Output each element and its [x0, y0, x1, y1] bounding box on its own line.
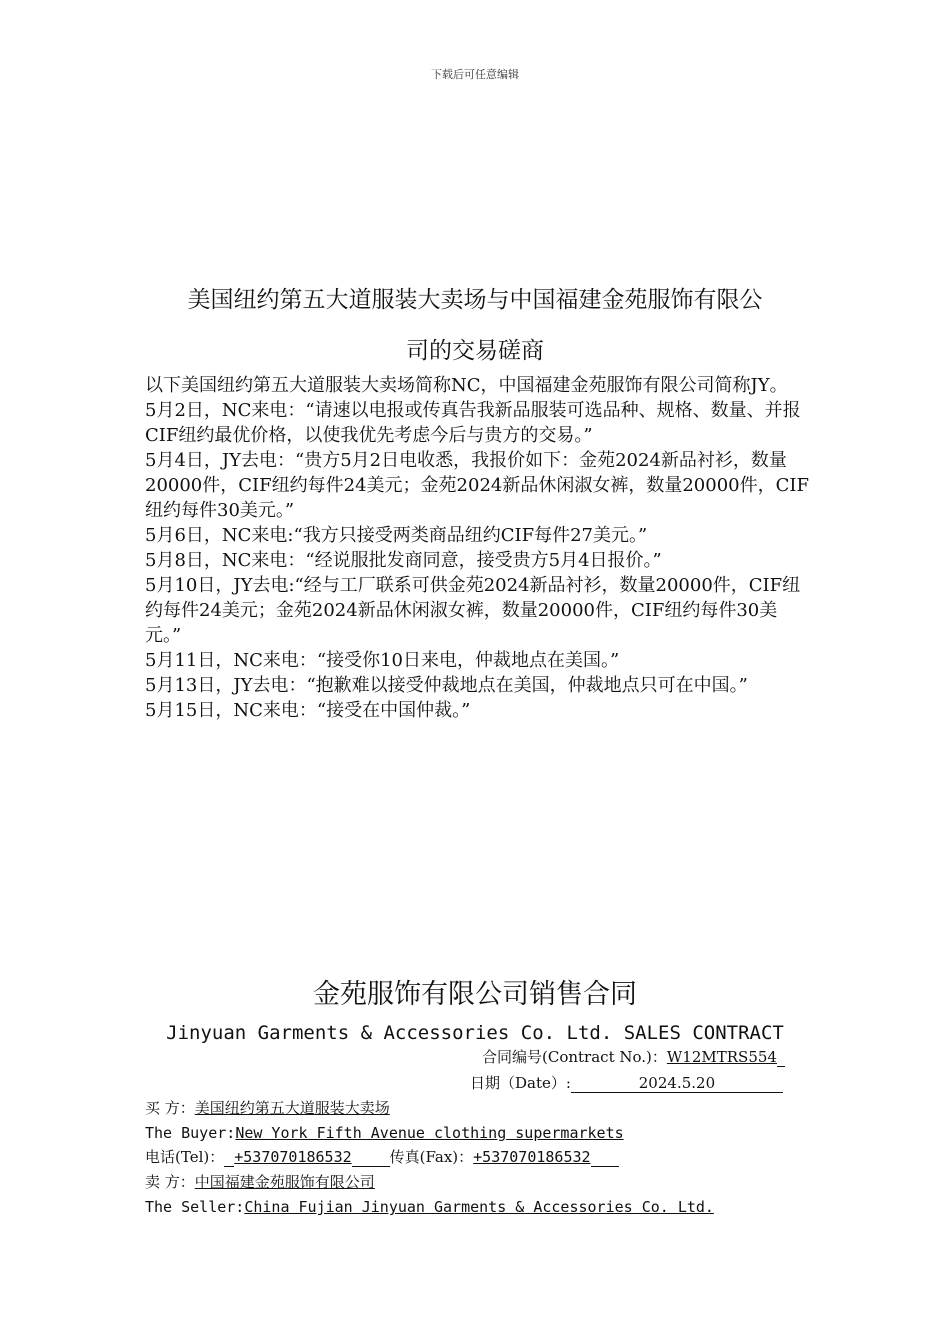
page-header-note: 下载后可任意编辑 — [431, 68, 519, 81]
contact-row — [145, 1147, 619, 1167]
negotiation-paragraph: 5月11日，NC来电：“接受你10日来电，仲裁地点在美国。” — [145, 650, 620, 671]
seller-cn-label: 卖 方： — [145, 1173, 195, 1191]
buyer-en-label: The Buyer: — [145, 1124, 236, 1142]
contract-title: 金苑服饰有限公司销售合同 — [313, 979, 637, 1010]
negotiation-body — [145, 373, 810, 723]
contract-number-value: W12MTRS554 — [666, 1048, 777, 1066]
seller-cn-row — [145, 1172, 375, 1192]
buyer-cn-row — [145, 1098, 390, 1118]
seller-en-value: China Fujian Jinyuan Garments & Accessories Co. Ltd. — [244, 1198, 714, 1216]
buyer-cn-label: 买 方： — [145, 1099, 195, 1117]
negotiation-paragraph: 5月13日，JY去电：“抱歉难以接受仲裁地点在美国，仲裁地点只可在中国。” — [145, 675, 748, 696]
negotiation-paragraph: 以下美国纽约第五大道服装大卖场简称NC，中国福建金苑服饰有限公司简称JY。 — [145, 375, 788, 396]
negotiation-paragraph: 5月10日，JY去电:“经与工厂联系可供金苑2024新品衬衫，数量20000件，CIF纽约每件24美元；金苑2024新品休闲淑女裤，数量20000件，CIF纽约每件30美元。” — [145, 575, 801, 646]
negotiation-title-line1: 美国纽约第五大道服装大卖场与中国福建金苑服饰有限公 — [187, 287, 763, 313]
tel-label: 电话(Tel)： — [145, 1148, 225, 1166]
seller-en-label: The Seller: — [145, 1198, 245, 1216]
underline-pad — [591, 1149, 619, 1167]
negotiation-paragraph: 5月2日，NC来电：“请速以电报或传真告我新品服装可选品种、规格、数量、并报CIF纽约最优价格，以使我优先考虑今后与贵方的交易。” — [145, 400, 801, 446]
underline-pad — [777, 1049, 785, 1067]
contract-date-row — [470, 1073, 783, 1093]
underline-pad — [224, 1149, 234, 1167]
contract-number-label: 合同编号(Contract No.)： — [482, 1048, 667, 1066]
negotiation-paragraph: 5月6日，NC来电:“我方只接受两类商品纽约CIF每件27美元。” — [145, 525, 648, 546]
negotiation-title-line2: 司的交易磋商 — [406, 338, 544, 364]
seller-en-row — [145, 1197, 714, 1217]
contract-subtitle: Jinyuan Garments & Accessories Co. Ltd. SALES CONTRACT — [166, 1022, 784, 1044]
fax-label: 传真(Fax)： — [389, 1148, 474, 1166]
buyer-en-row — [145, 1123, 624, 1143]
contract-date-label: 日期（Date）: — [470, 1074, 571, 1092]
buyer-en-value: New York Fifth Avenue clothing supermarkets — [235, 1124, 624, 1142]
negotiation-paragraph: 5月8日，NC来电：“经说服批发商同意，接受贵方5月4日报价。” — [145, 550, 662, 571]
negotiation-paragraph: 5月4日，JY去电：“贵方5月2日电收悉，我报价如下：金苑2024新品衬衫，数量20000件，CIF纽约每件24美元；金苑2024新品休闲淑女裤，数量20000件，CIF纽约每件30美元。” — [145, 450, 809, 521]
contract-date-value: 2024.5.20 — [571, 1075, 783, 1093]
seller-cn-value: 中国福建金苑服饰有限公司 — [194, 1173, 375, 1191]
underline-pad — [352, 1149, 390, 1167]
buyer-cn-value: 美国纽约第五大道服装大卖场 — [194, 1099, 390, 1117]
negotiation-paragraph: 5月15日，NC来电：“接受在中国仲裁。” — [145, 700, 471, 721]
tel-value: +537070186532 — [234, 1148, 352, 1166]
fax-value: +537070186532 — [473, 1148, 591, 1166]
contract-number-row — [482, 1047, 785, 1067]
